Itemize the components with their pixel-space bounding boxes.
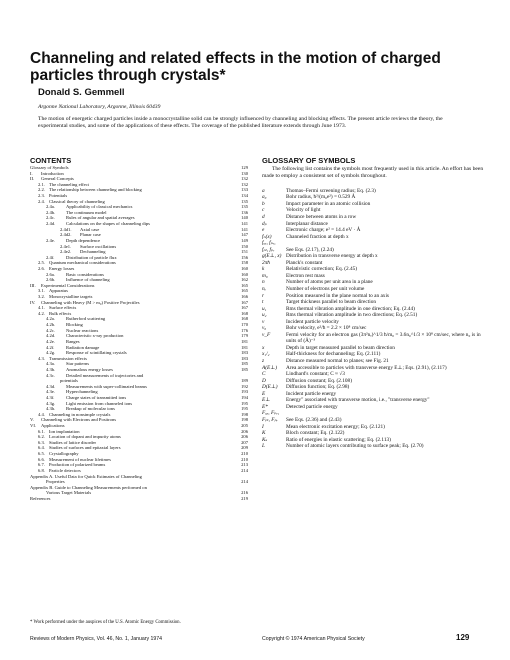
toc-entry-number: 2.4.	[38, 198, 45, 204]
toc-entry-title: Breakup of molecular ions	[66, 406, 115, 412]
article-title: Channeling and related effects in the motion of charged particles through crystals*	[30, 50, 441, 84]
toc-entry-title: Measurements with super-collimated beams	[66, 383, 147, 389]
toc-entry-number: 6.4.	[38, 445, 45, 451]
toc-entry-number: 4.3.	[38, 355, 45, 361]
toc-entry-page: 160	[241, 271, 248, 277]
glossary-symbol: v_F	[262, 331, 271, 338]
glossary-definition: Lindhard's constant; C ≈ √3	[286, 371, 345, 378]
toc-entry-title: Classical theory of channeling	[49, 198, 105, 204]
toc-entry-number: 2.6.	[38, 265, 45, 271]
glossary-definition: Incident particle energy	[286, 390, 337, 397]
glossary-definition: Distance measured normal to planes; see Fig. 21	[286, 358, 389, 365]
toc-entry-number: 4.3g.	[46, 400, 56, 406]
author-name: Donald S. Gemmell	[38, 87, 125, 98]
glossary-symbol: K	[262, 430, 266, 437]
author-affiliation: Argonne National Laboratory, Argonne, Illinois 60439	[38, 104, 161, 110]
toc-entry-number: 4.2.	[38, 310, 45, 316]
glossary-definition: Target thickness parallel to beam direction	[286, 299, 376, 306]
toc-entry-number: 4.2a.	[46, 316, 55, 322]
toc-entry-page: 166	[241, 294, 248, 300]
glossary-definition: Number of electrons per unit volume	[286, 286, 365, 293]
glossary-symbol: x₁/₂	[262, 351, 270, 358]
glossary-symbol: A(E⊥)	[262, 364, 277, 371]
glossary-definition: Rms thermal vibration amplitude in one direction; Eq. (2.44)	[286, 305, 415, 312]
toc-entry-title: Studies of lattice disorder	[49, 439, 97, 445]
toc-entry-page: 206	[241, 428, 248, 434]
glossary-symbol: n	[262, 279, 265, 286]
toc-entry-title: Quantum mechanical considerations	[49, 260, 116, 266]
glossary-definition: Number of atoms per unit area in a plane	[286, 279, 373, 286]
toc-entry-number: 6.7.	[38, 462, 45, 468]
toc-entry-title: Star patterns	[66, 361, 90, 367]
toc-entry-page: 170	[241, 322, 248, 328]
toc-entry-title: Ion implantation	[49, 428, 80, 434]
toc-entry-page: 179	[241, 333, 248, 339]
toc-entry-page: 192	[241, 383, 248, 389]
toc-entry-title: Applications	[41, 423, 65, 429]
toc-entry-number: 4.1.	[38, 305, 45, 311]
toc-entry-number: 4.3c.	[46, 372, 55, 378]
toc-entry-page: 185	[241, 361, 248, 367]
toc-entry-number: 4.2g.	[46, 350, 56, 356]
glossary-definition: Mean electronic excitation energy; Eq. (2.121)	[286, 423, 385, 430]
footer-copyright: Copyright © 1974 American Physical Society	[262, 636, 365, 642]
toc-entry-page: 165	[241, 282, 248, 288]
toc-entry-page: 129	[241, 165, 248, 170]
toc-entry-page: 195	[241, 406, 248, 412]
glossary-definition: Ratio of energies in elastic scattering; Eq. (2.113)	[286, 436, 391, 443]
glossary-symbol: a₀	[262, 194, 267, 201]
glossary-definition: Impact parameter in an atomic collision	[286, 200, 371, 207]
toc-entry-number: 2.4f.	[46, 254, 55, 260]
toc-entry-title: Blocking	[66, 322, 83, 328]
toc-entry-title: potentials	[60, 378, 78, 384]
toc-entry-number: 3.1.	[38, 288, 45, 294]
toc-entry-title: Glossary of Symbols	[30, 165, 69, 170]
toc-entry-page: 205	[241, 423, 248, 429]
toc-entry-number: 4.3b.	[46, 366, 56, 372]
toc-entry-page: 214	[241, 479, 248, 485]
toc-entry-number: 2.4d2.	[60, 232, 72, 238]
glossary-definition: See Eqs. (2.17), (2.24)	[286, 246, 334, 253]
glossary-definition: Distribution in transverse energy at depth x	[286, 253, 378, 260]
toc-entry-number: 6.2.	[38, 434, 45, 440]
toc-entry-page: 209	[241, 445, 248, 451]
toc-entry-number: 2.2.	[38, 187, 45, 193]
toc-entry-title: Channeling with Heavy (M > m₀) Positive Projectiles	[41, 299, 140, 305]
toc-entry-number: IV.	[30, 299, 36, 305]
toc-entry-page: 147	[241, 232, 248, 238]
glossary-symbol: g(E⊥, x)	[262, 253, 282, 260]
toc-entry-page: 165	[241, 288, 248, 294]
toc-entry	[30, 496, 248, 502]
toc-entry-number: 6.8.	[38, 467, 45, 473]
toc-entry-title: Depth dependence	[66, 237, 101, 243]
toc-entry-title: Distribution of particle flux	[66, 254, 117, 260]
toc-entry-number: 2.6b.	[46, 277, 56, 283]
toc-entry-page: 189	[241, 378, 248, 384]
toc-entry-page: 198	[241, 411, 248, 417]
toc-entry-title: Surface oscillations	[80, 243, 117, 249]
toc-entry-title: Applicability of classical mechanics	[66, 204, 133, 210]
toc-entry-number: 4.2c.	[46, 327, 55, 333]
glossary-symbol: 2πħ	[262, 259, 270, 266]
glossary-symbol: r	[262, 292, 265, 299]
toc-entry-page: 160	[241, 265, 248, 271]
glossary-column	[262, 156, 487, 450]
glossary-symbol: nₑ	[262, 286, 267, 293]
toc-entry-number: 2.4c.	[46, 215, 55, 221]
toc-entry-number: 2.5.	[38, 260, 45, 266]
toc-entry-title: The relationship between channeling and blocking	[49, 187, 142, 193]
toc-entry-page: 135	[241, 204, 248, 210]
glossary-definition: Half-thickness for dechanneling; Eq. (2.111)	[286, 351, 381, 358]
glossary-symbol: fₐₓ, fₚᵥ,	[262, 240, 276, 247]
glossary-definition: Bohr velocity, e²/ħ = 2.2 × 10⁸ cm/sec	[286, 325, 367, 332]
toc-entry-page: 156	[241, 254, 248, 260]
abstract: The motion of energetic charged particles inside a monocrystalline solid can be strongly influenced by channeling and blocking effects. The present article reviews the theory, the experimental studies, and some of the applications of these effects. The coverage of the published literature extends through June 1973.	[38, 116, 443, 130]
glossary-definition: Planck's constant	[286, 259, 323, 266]
toc-entry-page: 181	[241, 344, 248, 350]
toc-entry-number: 4.3a.	[46, 361, 55, 367]
glossary-symbol: c	[262, 207, 265, 214]
glossary-symbol: E*	[262, 403, 268, 410]
toc-entry-number: 2.6a.	[46, 271, 55, 277]
toc-entry-title: Bulk effects	[49, 310, 72, 316]
footer-journal: Reviews of Modern Physics, Vol. 46, No. 1, January 1974	[30, 636, 163, 642]
toc-entry-page: 141	[241, 226, 248, 232]
glossary-symbol: Fₚₜ, Fₚᵣ	[262, 416, 278, 423]
glossary-definition: Electron rest mass	[286, 272, 325, 279]
toc-entry-number: 2.4e2.	[60, 249, 72, 255]
toc-entry-number: 2.4b.	[46, 209, 56, 215]
glossary-symbol: a	[262, 187, 265, 194]
toc-entry-number: 4.3f.	[46, 394, 55, 400]
glossary-symbol: d	[262, 214, 265, 220]
toc-entry-title: Charge states of transmitted ions	[66, 394, 127, 400]
glossary-definition: Energy" associated with transverse motion, i.e., "transverse energy"	[286, 397, 430, 404]
glossary-definition: See Eqs. (2.36) and (2.43)	[286, 416, 342, 423]
glossary-definition: Bohr radius, ħ²/(m₀e²) = 0.529 Å	[286, 194, 356, 201]
toc-entry-title: Production of polarized beams	[49, 462, 106, 468]
toc-entry-title: Various Target Materials	[46, 490, 92, 496]
glossary-symbol: t	[262, 299, 264, 306]
toc-entry-number: 2.1.	[38, 181, 45, 187]
toc-entry-page: 134	[241, 193, 248, 199]
toc-entry-page: 210	[241, 451, 248, 457]
glossary-definition: Channeled fraction at depth x	[286, 233, 349, 240]
glossary-symbol: Fₐₓ, Fₚᵥ,	[262, 410, 280, 417]
toc-entry-number: 4.4.	[38, 411, 45, 417]
toc-entry-page: 132	[241, 176, 248, 182]
toc-entry-title: Nuclear reactions	[66, 327, 99, 333]
toc-entry-number: 2.4d1.	[60, 226, 72, 232]
toc-entry-title: Influence of channeling	[66, 277, 110, 283]
glossary-definition: Fermi velocity for an electron gas (3π²nₑ)^1/3 ħ/m₀ = 3.6n₀^1/3 × 10⁸ cm/sec, where n₀ is in units of (Å)⁻³	[286, 331, 481, 345]
toc-entry-title: Energy losses	[49, 265, 75, 271]
toc-entry-page: 162	[241, 277, 248, 283]
toc-entry-number: 2.3.	[38, 193, 45, 199]
toc-entry-page: 133	[241, 187, 248, 193]
toc-entry-title: Transmission effects	[49, 355, 87, 361]
toc-entry-number: 6.3.	[38, 439, 45, 445]
toc-entry-title: References	[30, 495, 51, 501]
toc-entry-page: 183	[241, 355, 248, 361]
toc-entry-title: Properties	[46, 479, 65, 485]
glossary-definition: Area accessible to particles with transverse energy E⊥; Eqs. (2.91), (2.117)	[286, 364, 447, 371]
toc-entry-page: 151	[241, 249, 248, 255]
toc-entry-page: 132	[241, 181, 248, 187]
toc-entry-title: Potentials	[49, 193, 68, 199]
toc-entry-title: General Concepts	[41, 176, 74, 182]
toc-entry-page: 206	[241, 434, 248, 440]
glossary-definition: Velocity of light	[286, 207, 321, 214]
toc-entry-page: 214	[241, 467, 248, 473]
glossary-symbol: v	[262, 318, 265, 325]
toc-entry-number: 4.3d.	[46, 383, 56, 389]
toc-entry-title: Location of dopant and impurity atoms	[49, 434, 121, 440]
toc-entry-number: VI.	[30, 423, 36, 429]
toc-entry-title: Rutherford scattering	[66, 316, 106, 322]
toc-entry-title: Detailed measurements of trajectories and	[66, 372, 144, 378]
toc-entry-number: 4.2b.	[46, 322, 56, 328]
toc-entry-title: Light emission from channeled ions	[66, 400, 133, 406]
footnote: * Work performed under the auspices of the U.S. Atomic Energy Commission.	[30, 620, 181, 625]
glossary-definition: Depth in target measured parallel to beam direction	[286, 344, 395, 351]
glossary-intro: The following list contains the symbols most frequently used in this article. An effort has been made to employ a consistent set of symbols throughout.	[262, 166, 484, 179]
toc-entry-title: Crystallography	[49, 451, 79, 457]
toc-entry-number: 2.4d.	[46, 221, 56, 227]
glossary-definition: Diffusion constant; Eq. (2.108)	[286, 377, 352, 384]
toc-entry-title: Studies of surfaces and epitaxial layers	[49, 445, 121, 451]
toc-entry-number: III.	[30, 282, 36, 288]
glossary-symbol: L	[262, 443, 265, 450]
glossary-heading: GLOSSARY OF SYMBOLS	[262, 156, 356, 165]
toc-entry-page: 168	[241, 316, 248, 322]
glossary-definition: Position measured in the plane normal to an axis	[286, 292, 389, 299]
toc-entry-number: 4.2e.	[46, 338, 55, 344]
contents-heading: CONTENTS	[30, 156, 72, 165]
glossary-definition: Rms thermal vibration amplitude in two directions; Eq. (2.51)	[286, 312, 418, 319]
glossary-symbol: D	[262, 377, 266, 384]
toc-entry-number: 2.4e.	[46, 237, 55, 243]
glossary-symbol: E	[262, 390, 266, 397]
glossary-definition: Interplanar distance	[286, 220, 328, 227]
toc-entry-page: 195	[241, 400, 248, 406]
toc-entry-title: Channeling with Electrons and Positrons	[41, 417, 117, 423]
toc-entry-title: Calculations on the shapes of channeling dips	[66, 221, 150, 227]
toc-entry-page: 167	[241, 299, 248, 305]
toc-entry-title: Channeling in nonsimple crystals	[49, 411, 111, 417]
toc-entry-page: 176	[241, 327, 248, 333]
toc-entry-title: Characteristic x-ray production	[66, 333, 124, 339]
toc-entry-title: Dechanneling	[80, 249, 106, 255]
toc-entry-number: II.	[30, 176, 35, 182]
toc-entry-number: 2.4e1.	[60, 243, 72, 249]
glossary-definition: Distance between atoms in a row	[286, 214, 357, 220]
glossary-definition: Number of atomic layers contributing to surface peak; Eq. (2.70)	[286, 443, 424, 450]
toc-entry-page: 158	[241, 260, 248, 266]
toc-entry-page: 198	[241, 417, 248, 423]
toc-entry-title: Hyperchanneling	[66, 389, 98, 395]
toc-entry-title: Axial case	[80, 226, 100, 232]
toc-entry-title: Experimental Considerations	[41, 282, 95, 288]
toc-entry-page: 185	[241, 366, 248, 372]
toc-entry-page: 140	[241, 215, 248, 221]
toc-entry-title: Radiation damage	[66, 344, 100, 350]
toc-entry-page: 210	[241, 456, 248, 462]
toc-entry-page: 167	[241, 305, 248, 311]
glossary-definition: Relativistic correction; Eq. (2.45)	[286, 266, 358, 273]
glossary-symbol: m₀	[262, 272, 268, 279]
toc-entry-number: 6.5.	[38, 451, 45, 457]
toc-entry-page: 181	[241, 338, 248, 344]
toc-entry-number: 6.1.	[38, 428, 45, 434]
toc-entry-page: 135	[241, 198, 248, 204]
glossary-definition: Electronic charge; e² = 14.4 eV · Å	[286, 227, 361, 234]
toc-entry-title: Planar case	[80, 232, 101, 238]
glossary-entry	[262, 443, 487, 450]
toc-entry-page: 207	[241, 439, 248, 445]
toc-entry-title: Monocrystalline targets	[49, 294, 93, 300]
toc-entry-page: 136	[241, 209, 248, 215]
glossary-definition: Bloch constant; Eq. (2.122)	[286, 430, 345, 437]
toc-entry-title: Anomalous energy losses	[66, 366, 113, 372]
toc-entry-number: 3.2.	[38, 294, 45, 300]
glossary-definition: Detected particle energy	[286, 403, 338, 410]
toc-entry-title: Introduction	[41, 170, 64, 176]
glossary-symbol: fₙ(x)	[262, 233, 272, 240]
page-number: 129	[456, 633, 470, 642]
toc-entry-title: Particle detectors	[49, 467, 81, 473]
toc-entry-title: Ranges	[66, 338, 80, 344]
contents-column	[30, 156, 248, 502]
toc-entry-title: Apparatus	[49, 288, 68, 294]
glossary-symbol: C	[262, 371, 266, 378]
toc-entry-page: 130	[241, 170, 248, 176]
toc-entry-number: 4.2d.	[46, 333, 56, 339]
glossary-symbol: e	[262, 227, 265, 234]
toc-entry-number: I.	[30, 170, 33, 176]
glossary-entry	[262, 332, 487, 345]
toc-entry-title: Measurement of nuclear lifetimes	[49, 456, 111, 462]
glossary-symbol: fₚₜ, fₚᵣ	[262, 246, 275, 253]
toc-entry-number: 6.6.	[38, 456, 45, 462]
glossary-symbol: z	[262, 358, 265, 365]
toc-list	[30, 165, 248, 502]
toc-entry-number: 4.3h.	[46, 406, 56, 412]
toc-entry-page: 183	[241, 350, 248, 356]
toc-entry-title: Basic considerations	[66, 271, 104, 277]
glossary-definition: Thomas–Fermi screening radius; Eq. (2.3)	[286, 187, 376, 194]
toc-entry-page: 149	[241, 237, 248, 243]
glossary-definition: Diffusion function; Eq. (2.98)	[286, 384, 350, 391]
toc-entry-title: Appendix B. Guide to Channeling Measurements performed on	[30, 484, 147, 490]
toc-entry-number: 2.4a.	[46, 204, 55, 210]
glossary-symbol: D(E⊥)	[262, 384, 278, 391]
toc-entry-page: 213	[241, 462, 248, 468]
toc-entry-page: 168	[241, 310, 248, 316]
toc-entry-title: The continuum model	[66, 209, 107, 215]
toc-entry-title: Surface effects	[49, 305, 77, 311]
glossary-definition: Incident particle velocity	[286, 318, 339, 325]
toc-entry-number: V.	[30, 417, 34, 423]
toc-entry-title: Response of scintillating crystals	[66, 350, 127, 356]
glossary-symbol: I	[262, 423, 264, 430]
toc-entry-number: 4.2f.	[46, 344, 55, 350]
glossary-symbol: v₀	[262, 325, 267, 332]
glossary-symbol: dₚ	[262, 220, 267, 227]
glossary-symbol: x	[262, 344, 265, 351]
toc-entry-page: 216	[241, 490, 248, 496]
toc-entry-page: 141	[241, 221, 248, 227]
toc-entry-title: Rules of angular and spatial averages	[66, 215, 135, 221]
toc-entry-number: 4.3e.	[46, 389, 55, 395]
toc-entry-title: The channeling effect	[49, 181, 89, 187]
toc-entry-title: Appendix A. Useful Data for Quick Estimates of Channeling	[30, 473, 142, 479]
glossary-symbol: Kₛ	[262, 436, 268, 443]
toc-entry-page: 150	[241, 243, 248, 249]
glossary-symbol: k	[262, 266, 265, 273]
toc-entry-page: 194	[241, 394, 248, 400]
toc-entry-page: 193	[241, 389, 248, 395]
toc-entry-page: 219	[241, 495, 248, 501]
glossary-list	[262, 188, 487, 450]
glossary-symbol: u₂	[262, 312, 267, 319]
glossary-symbol: b	[262, 200, 265, 207]
glossary-symbol: u₁	[262, 305, 267, 312]
glossary-symbol: E⊥	[262, 397, 271, 404]
